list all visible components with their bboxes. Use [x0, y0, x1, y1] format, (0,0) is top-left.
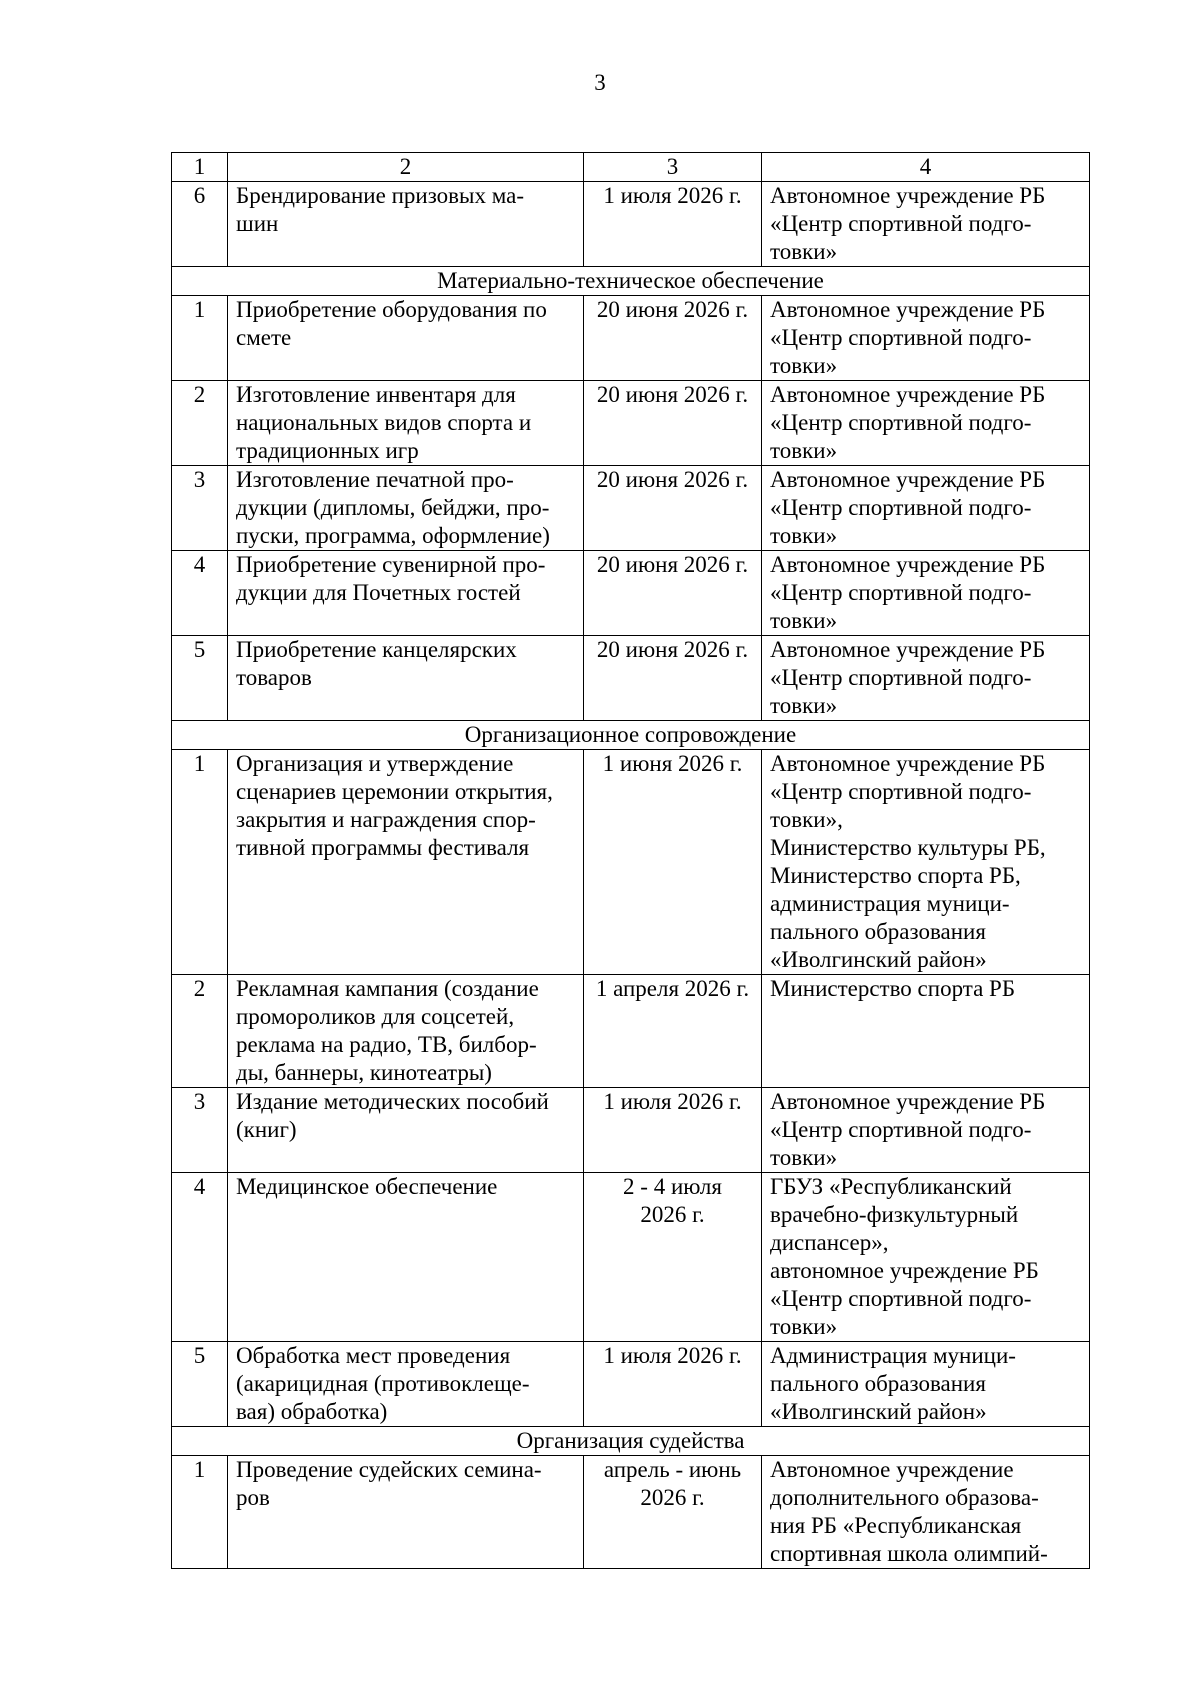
column-header-4: 4	[762, 153, 1090, 182]
row-responsible: Автономное учреждение РБ «Центр спортивной подго- товки»	[762, 1088, 1090, 1173]
row-responsible: Автономное учреждение РБ «Центр спортивной подго- товки»	[762, 182, 1090, 267]
column-header-2: 2	[228, 153, 584, 182]
row-task: Приобретение сувенирной про- дукции для Почетных гостей	[228, 551, 584, 636]
row-task: Организация и утверждение сценариев церемонии открытия, закрытия и награждения спор- тивной программы фестиваля	[228, 750, 584, 975]
row-task: Изготовление инвентаря для национальных видов спорта и традиционных игр	[228, 381, 584, 466]
row-number: 1	[172, 296, 228, 381]
row-date: 1 июня 2026 г.	[584, 750, 762, 975]
row-number: 3	[172, 1088, 228, 1173]
column-header-3: 3	[584, 153, 762, 182]
row-number: 1	[172, 750, 228, 975]
row-number: 3	[172, 466, 228, 551]
row-responsible: Автономное учреждение РБ «Центр спортивной подго- товки»	[762, 551, 1090, 636]
table-row	[172, 636, 1090, 721]
table-row	[172, 750, 1090, 975]
row-date: 20 июня 2026 г.	[584, 381, 762, 466]
row-date: 1 июля 2026 г.	[584, 182, 762, 267]
row-task: Обработка мест проведения (акарицидная (противоклеще- вая) обработка)	[228, 1342, 584, 1427]
row-date: 1 апреля 2026 г.	[584, 975, 762, 1088]
row-task: Медицинское обеспечение	[228, 1173, 584, 1342]
row-number: 5	[172, 636, 228, 721]
table-row	[172, 296, 1090, 381]
row-number: 2	[172, 381, 228, 466]
row-responsible: Администрация муници- пального образования «Иволгинский район»	[762, 1342, 1090, 1427]
row-task: Рекламная кампания (создание промороликов для соцсетей, реклама на радио, ТВ, билбор- ды, баннеры, кинотеатры)	[228, 975, 584, 1088]
row-number: 4	[172, 1173, 228, 1342]
row-responsible: Автономное учреждение РБ «Центр спортивной подго- товки»	[762, 381, 1090, 466]
row-date: 20 июня 2026 г.	[584, 466, 762, 551]
row-date: 20 июня 2026 г.	[584, 296, 762, 381]
row-task: Издание методических пособий (книг)	[228, 1088, 584, 1173]
row-number: 2	[172, 975, 228, 1088]
row-responsible: Автономное учреждение РБ «Центр спортивной подго- товки»	[762, 466, 1090, 551]
row-date: 20 июня 2026 г.	[584, 551, 762, 636]
row-date: 2 - 4 июля 2026 г.	[584, 1173, 762, 1342]
table-row	[172, 1173, 1090, 1342]
table-row	[172, 551, 1090, 636]
row-responsible: Автономное учреждение РБ «Центр спортивной подго- товки»	[762, 296, 1090, 381]
page-number: 3	[594, 70, 606, 95]
row-responsible: ГБУЗ «Республиканский врачебно-физкультурный диспансер», автономное учреждение РБ «Центр спортивной подго- товки»	[762, 1173, 1090, 1342]
row-date: апрель - июнь 2026 г.	[584, 1456, 762, 1569]
row-number: 1	[172, 1456, 228, 1569]
table-row	[172, 466, 1090, 551]
row-task: Брендирование призовых ма- шин	[228, 182, 584, 267]
row-task: Изготовление печатной про- дукции (дипломы, бейджи, про- пуски, программа, оформление)	[228, 466, 584, 551]
section-title: Организация судейства	[172, 1427, 1090, 1456]
row-date: 1 июля 2026 г.	[584, 1342, 762, 1427]
row-task: Приобретение канцелярских товаров	[228, 636, 584, 721]
row-number: 5	[172, 1342, 228, 1427]
row-task: Проведение судейских семина- ров	[228, 1456, 584, 1569]
table-row	[172, 182, 1090, 267]
row-responsible: Министерство спорта РБ	[762, 975, 1090, 1088]
row-responsible: Автономное учреждение дополнительного образова- ния РБ «Республиканская спортивная школа олимпий-	[762, 1456, 1090, 1569]
row-number: 4	[172, 551, 228, 636]
table-row	[172, 381, 1090, 466]
section-row	[172, 267, 1090, 296]
table-row	[172, 1088, 1090, 1173]
row-responsible: Автономное учреждение РБ «Центр спортивной подго- товки», Министерство культуры РБ, Министерство спорта РБ, администрация муници- пального образования «Иволгинский район»	[762, 750, 1090, 975]
row-task: Приобретение оборудования по смете	[228, 296, 584, 381]
section-title: Материально-техническое обеспечение	[172, 267, 1090, 296]
row-responsible: Автономное учреждение РБ «Центр спортивной подго- товки»	[762, 636, 1090, 721]
section-title: Организационное сопровождение	[172, 721, 1090, 750]
row-date: 20 июня 2026 г.	[584, 636, 762, 721]
section-row	[172, 1427, 1090, 1456]
table-row	[172, 975, 1090, 1088]
plan-table	[171, 152, 1090, 1569]
row-number: 6	[172, 182, 228, 267]
header-row	[172, 153, 1090, 182]
table-row	[172, 1342, 1090, 1427]
column-header-1: 1	[172, 153, 228, 182]
table-row	[172, 1456, 1090, 1569]
section-row	[172, 721, 1090, 750]
row-date: 1 июля 2026 г.	[584, 1088, 762, 1173]
